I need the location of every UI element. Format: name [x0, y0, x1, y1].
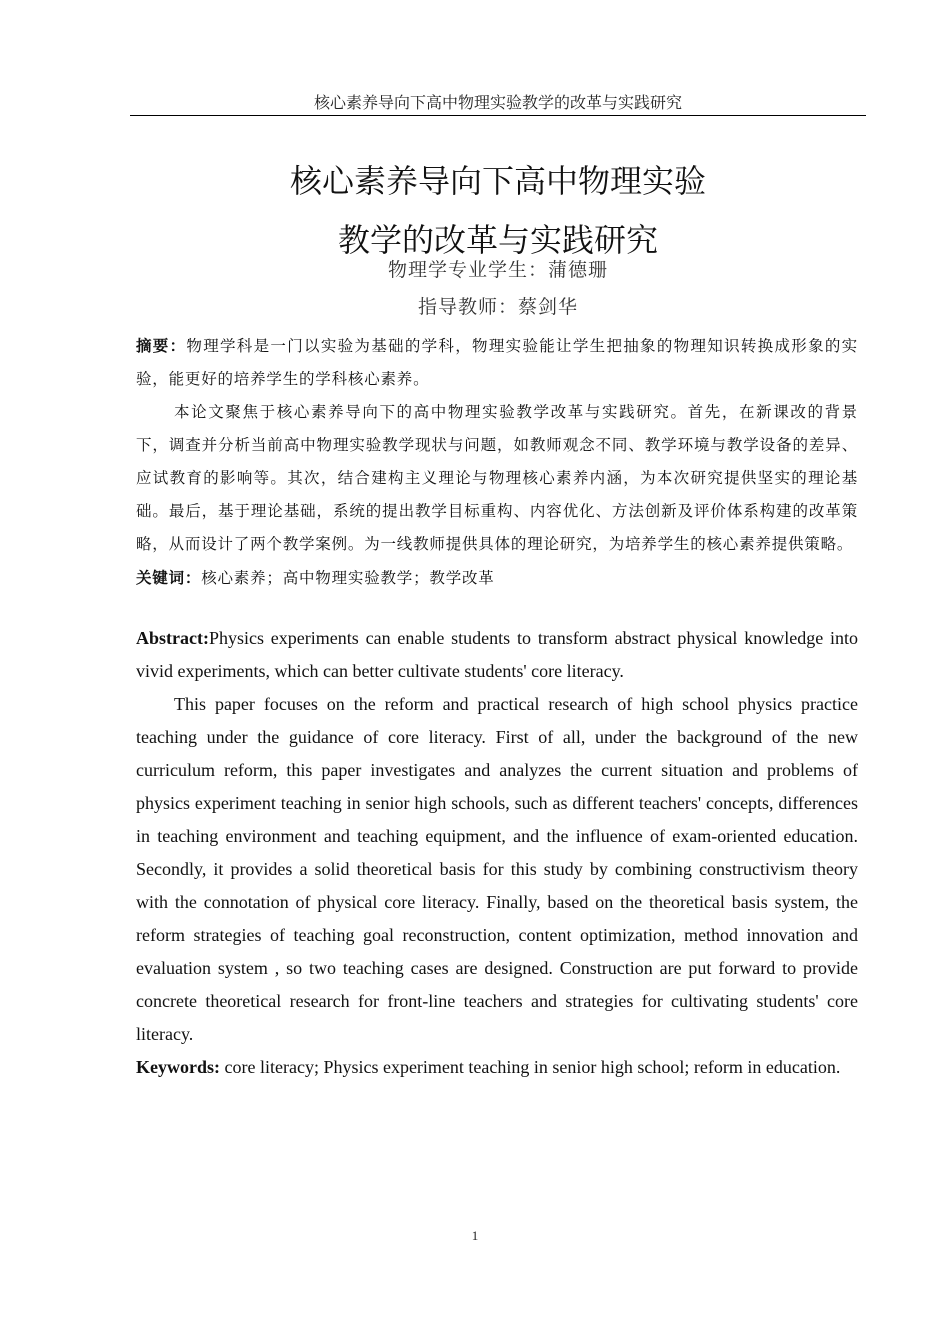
author-line: 物理学专业学生：蒲德珊 — [387, 259, 608, 281]
abstract-en-p1-text: Physics experiments can enable students to transform abstract physical knowledge into vivid experiments, which can better cultivate students' core literacy. — [136, 628, 858, 681]
keywords-cn — [136, 561, 858, 595]
keywords-cn-label: 关键词： — [136, 568, 202, 587]
abstract-en — [136, 622, 858, 1084]
title-line-2: 教学的改革与实践研究 — [337, 221, 658, 260]
abstract-en-paragraph-2: This paper focuses on the reform and practical research of high school physics practice teaching under the guidance of core literacy. First of all, under the background of the new curriculum reform, this paper investigates and analyzes the current situation and problems of physics experiment teaching in senior high schools, such as different teachers' concepts, differences in teaching environment and teaching equipment, and the influence of exam-oriented education. Secondly, it provides a solid theoretical basis for this study by combining constructivism theory with the connotation of physical core literacy. Finally, based on the theoretical basis system, the reform strategies of teaching goal reconstruction, content optimization, method innovation and evaluation system , so two teaching cases are designed. Construction are put forward to provide concrete theoretical research for front-line teachers and strategies for cultivating students' core literacy. — [136, 694, 858, 1044]
abstract-en-paragraph-1 — [136, 622, 858, 688]
abstract-cn-paragraph-1 — [136, 329, 858, 396]
keywords-en — [136, 1051, 858, 1084]
header-rule — [130, 115, 866, 116]
keywords-en-text: core literacy; Physics experiment teaching in senior high school; reform in education. — [224, 1057, 841, 1077]
keywords-cn-text: 核心素养；高中物理实验教学；教学改革 — [201, 569, 495, 587]
advisor-line: 指导教师：蔡剑华 — [417, 296, 578, 318]
abstract-cn-p1-text: 物理学科是一门以实验为基础的学科，物理实验能让学生把抽象的物理知识转换成形象的实验，能更好的培养学生的学科核心素养。 — [136, 337, 858, 388]
abstract-cn-paragraph-2: 本论文聚焦于核心素养导向下的高中物理实验教学改革与实践研究。首先，在新课改的背景下，调查并分析当前高中物理实验教学现状与问题，如教师观念不同、教学环境与教学设备的差异、应试教育的影响等。其次，结合建构主义理论与物理核心素养内涵，为本次研究提供坚实的理论基础。最后，基于理论基础，系统的提出教学目标重构、内容优化、方法创新及评价体系构建的改革策略，从而设计了两个教学案例。为一线教师提供具体的理论研究，为培养学生的核心素养提供策略。 — [136, 403, 858, 553]
title-line-1: 核心素养导向下高中物理实验 — [289, 162, 706, 201]
running-header: 核心素养导向下高中物理实验教学的改革与实践研究 — [313, 93, 682, 112]
abstract-cn-label: 摘要： — [136, 336, 187, 355]
page-number: 1 — [471, 1228, 479, 1243]
keywords-en-label: Keywords: — [136, 1057, 220, 1077]
abstract-cn — [136, 329, 858, 595]
abstract-en-label: Abstract: — [136, 628, 209, 648]
